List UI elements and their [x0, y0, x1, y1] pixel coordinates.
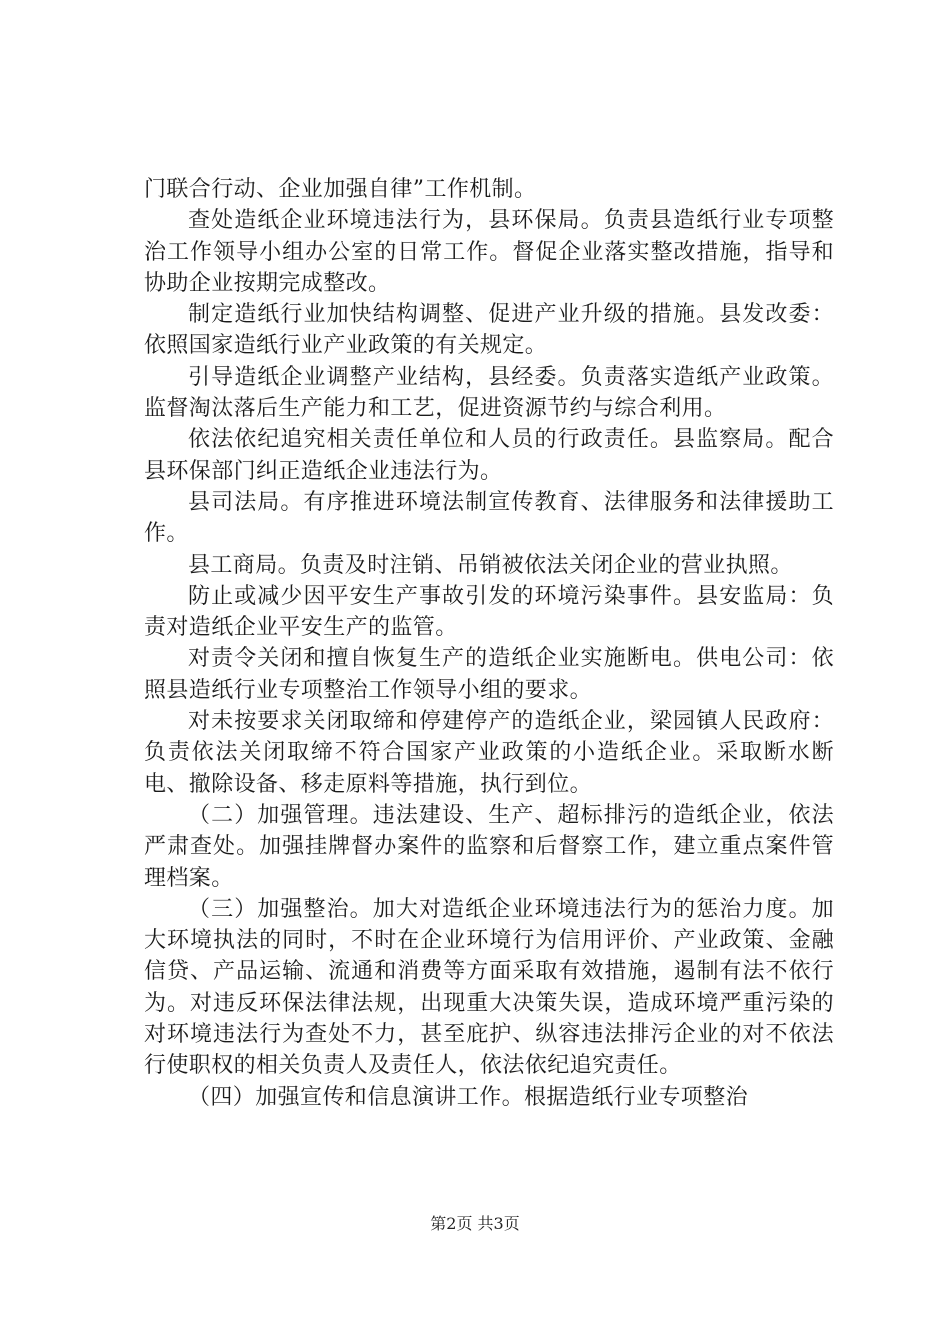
paragraph: 防止或减少因平安生产事故引发的环境污染事件。县安监局：负责对造纸企业平安生产的监管。 [144, 583, 834, 641]
paragraph: 县司法局。有序推进环境法制宣传教育、法律服务和法律援助工作。 [144, 489, 834, 547]
paragraph: 查处造纸企业环境违法行为，县环保局。负责县造纸行业专项整治工作领导小组办公室的日常工作。督促企业落实整改措施，指导和协助企业按期完成整改。 [144, 208, 834, 296]
paragraph: （四）加强宣传和信息演讲工作。根据造纸行业专项整治 [188, 1084, 749, 1110]
page-footer [0, 1211, 950, 1234]
page-number-label: 第2页 共3页 [430, 1214, 520, 1233]
paragraph: 门联合行动、企业加强自律”工作机制。 [144, 177, 537, 202]
paragraph: （二）加强管理。违法建设、生产、超标排污的造纸企业，依法严肃查处。加强挂牌督办案件的监察和后督察工作，建立重点案件管理档案。 [144, 802, 834, 891]
paragraph: （三）加强整治。加大对造纸企业环境违法行为的惩治力度。加大环境执法的同时，不时在企业环境行为信用评价、产业政策、金融信贷、产品运输、流通和消费等方面采取有效措施，遏制有法不依行为。对违反环保法律法规，出现重大决策失误，造成环境严重污染的对环境违法行为查处不力，甚至庇护、纵容违法排污企业的对不依法行使职权的相关负责人及责任人，依法依纪追究责任。 [144, 896, 834, 1079]
paragraph: 县工商局。负责及时注销、吊销被依法关闭企业的营业执照。 [188, 552, 793, 578]
paragraph: 引导造纸企业调整产业结构，县经委。负责落实造纸产业政策。监督淘汰落后生产能力和工艺，促进资源节约与综合利用。 [144, 364, 834, 422]
document-body [144, 174, 834, 1113]
paragraph: 对责令关闭和擅自恢复生产的造纸企业实施断电。供电公司：依照县造纸行业专项整治工作领导小组的要求。 [144, 646, 834, 703]
paragraph: 依法依纪追究相关责任单位和人员的行政责任。县监察局。配合县环保部门纠正造纸企业违法行为。 [144, 427, 834, 484]
paragraph: 对未按要求关闭取缔和停建停产的造纸企业，梁园镇人民政府：负责依法关闭取缔不符合国家产业政策的小造纸企业。采取断水断电、撤除设备、移走原料等措施，执行到位。 [144, 709, 834, 797]
paragraph: 制定造纸行业加快结构调整、促进产业升级的措施。县发改委：依照国家造纸行业产业政策的有关规定。 [144, 302, 834, 359]
